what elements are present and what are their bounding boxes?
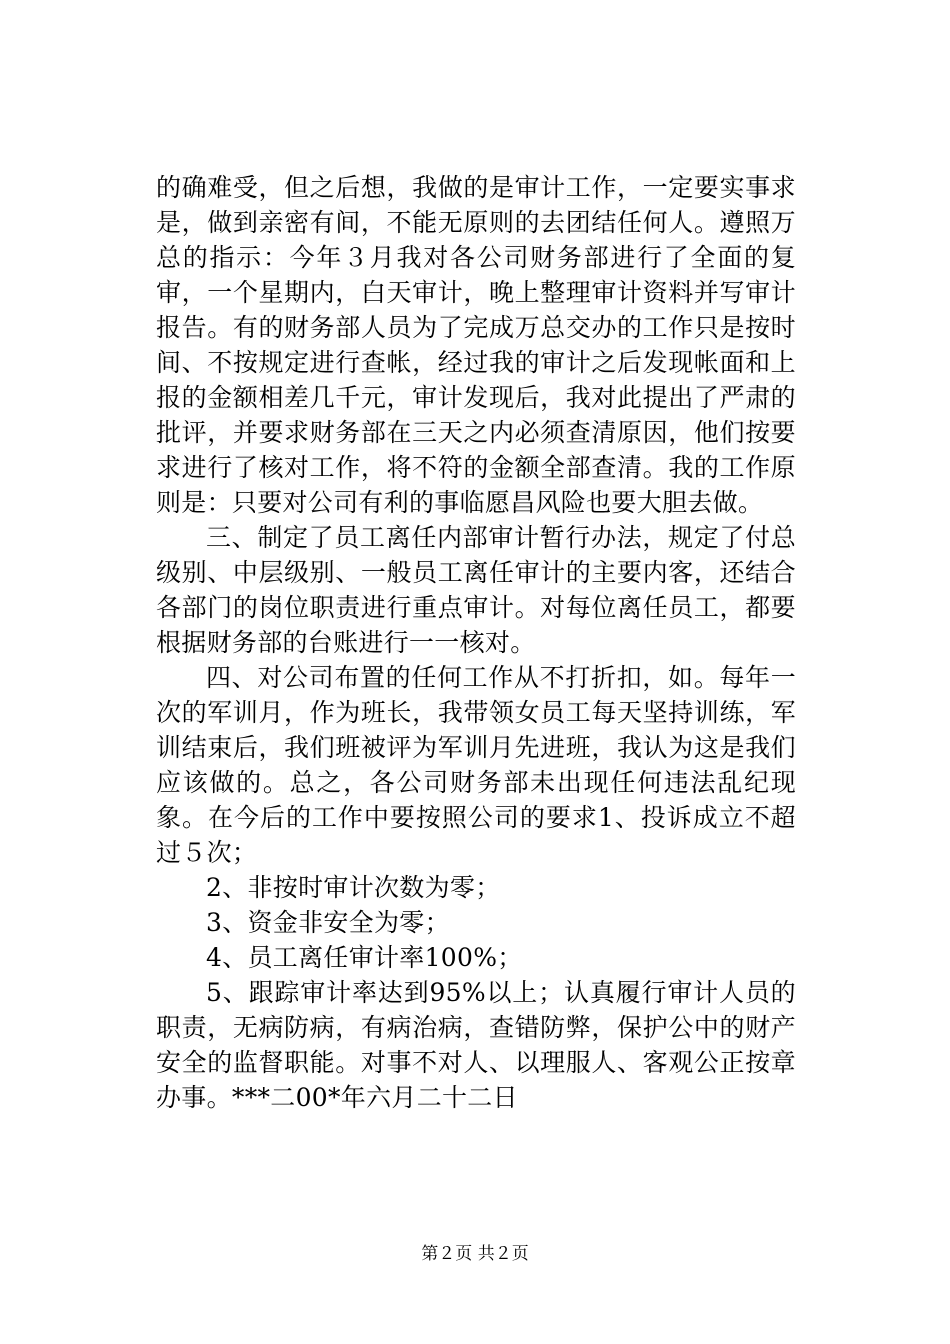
list-item-2: 2、非按时审计次数为零； (206, 873, 501, 902)
paragraph-3: 四、对公司布置的任何工作从不打折扣，如。每年一次的军训月，作为班长，我带领女员工每天坚持训练，军训结束后，我们班被评为军训月先进班，我认为这是我们应该做的。总之，各公司财务部未出现任何违法乱纪现象。在今后的工作中要按照公司的要求1、投诉成立不超过５次； (156, 663, 796, 867)
list-item-4: 4、员工离任审计率100%； (206, 943, 523, 972)
list-item-3: 3、资金非安全为零； (206, 908, 450, 937)
paragraph-2: 三、制定了员工离任内部审计暂行办法，规定了付总级别、中层级别、一般员工离任审计的主要内客，还结合各部门的岗位职责进行重点审计。对每位离任员工，都要根据财务部的台账进行一一核对。 (156, 523, 796, 657)
list-item-5: 5、跟踪审计率达到95%以上；认真履行审计人员的职责，无病防病，有病治病，查错防弊，保护公中的财产安全的监督职能。对事不对人、以理服人、客观公正按章办事。***二00*年六月二十二日 (156, 978, 796, 1112)
page-footer (0, 1243, 950, 1265)
page-number-label: 第２页 共２页 (421, 1244, 529, 1264)
document-body (156, 170, 796, 1115)
paragraph-1: 的确难受，但之后想，我做的是审计工作，一定要实事求是，做到亲密有间，不能无原则的去团结任何人。遵照万总的指示：今年３月我对各公司财务部进行了全面的复审，一个星期内，白天审计，晚上整理审计资料并写审计报告。有的财务部人员为了完成万总交办的工作只是按时间、不按规定进行查帐，经过我的审计之后发现帐面和上报的金额相差几千元，审计发现后，我对此提出了严肃的批评，并要求财务部在三天之内必须查清原因，他们按要求进行了核对工作，将不符的金额全部查清。我的工作原则是：只要对公司有利的事临愿昌风险也要大胆去做。 (156, 173, 796, 517)
